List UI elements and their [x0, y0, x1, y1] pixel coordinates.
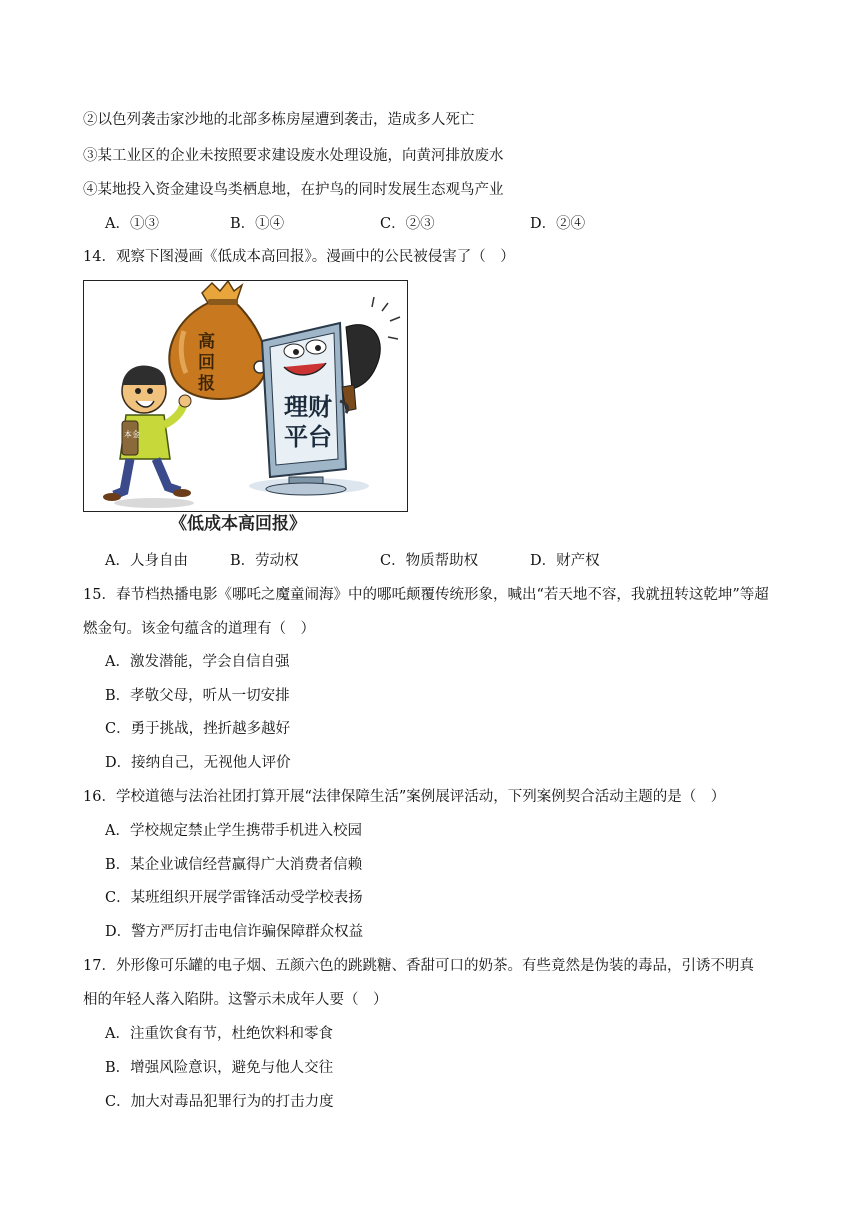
screen-text-2: 平台: [284, 423, 332, 451]
bag-text-3: 报: [198, 374, 215, 394]
q13-item-3: ③某工业区的企业未按照要求建设废水处理设施，向黄河排放废水: [83, 148, 504, 164]
q13-option-d: D．②④: [530, 216, 586, 232]
q16-option-b: B．某企业诚信经营赢得广大消费者信赖: [105, 857, 363, 873]
backpack-text: 本金: [124, 430, 140, 439]
q17-option-a: A．注重饮食有节，杜绝饮料和零食: [105, 1026, 333, 1042]
q13-item-2: ②以色列袭击家沙地的北部多栋房屋遭到袭击，造成多人死亡: [83, 112, 475, 128]
q15-option-c: C．勇于挑战，挫折越多越好: [105, 721, 291, 737]
q14-option-b: B．劳动权: [230, 553, 299, 569]
q15-stem-line-2: 燃金句。该金句蕴含的道理有（ ）: [83, 621, 315, 637]
q13-item-4: ④某地投入资金建设鸟类栖息地，在护鸟的同时发展生态观鸟产业: [83, 182, 504, 198]
cartoon-image: [83, 280, 408, 512]
q17-option-c: C．加大对毒品犯罪行为的打击力度: [105, 1094, 334, 1110]
q16-option-d: D．警方严厉打击电信诈骗保障群众权益: [105, 924, 364, 940]
q16-option-a: A．学校规定禁止学生携带手机进入校园: [105, 823, 362, 839]
bag-text-2: 回: [198, 353, 215, 373]
q15-option-a: A．激发潜能，学会自信自强: [105, 654, 290, 670]
q15-option-d: D．接纳自己，无视他人评价: [105, 755, 291, 771]
q17-stem-line-1: 17．外形像可乐罐的电子烟、五颜六色的跳跳糖、香甜可口的奶茶。有些竟然是伪装的毒品，引诱不明真: [83, 958, 754, 974]
cartoon-illustration: [84, 281, 406, 510]
q17-stem-line-2: 相的年轻人落入陷阱。这警示未成年人要（ ）: [83, 992, 388, 1008]
screen-text-1: 理财: [284, 393, 332, 421]
q16-stem: 16．学校道德与法治社团打算开展“法律保障生活”案例展评活动，下列案例契合活动主题的是（ ）: [83, 789, 726, 805]
bag-text-1: 高: [198, 332, 215, 352]
q15-option-b: B．孝敬父母，听从一切安排: [105, 688, 290, 704]
q14-option-d: D．财产权: [530, 553, 600, 569]
cartoon-caption: 《低成本高回报》: [170, 514, 306, 534]
finance-platform-monitor: [262, 323, 346, 495]
q14-option-c: C．物质帮助权: [380, 553, 479, 569]
q17-option-b: B．增强风险意识，避免与他人交往: [105, 1060, 334, 1076]
q16-option-c: C．某班组织开展学雷锋活动受学校表扬: [105, 890, 363, 906]
q14-stem: 14．观察下图漫画《低成本高回报》。漫画中的公民被侵害了（ ）: [83, 249, 515, 265]
q13-option-a: A．①③: [105, 216, 159, 232]
q15-stem-line-1: 15．春节档热播电影《哪吒之魔童闹海》中的哪吒颠覆传统形象，喊出“若天地不容，我就扭转这乾坤”等超: [83, 587, 769, 603]
q13-option-b: B．①④: [230, 216, 285, 232]
q13-option-c: C．②③: [380, 216, 435, 232]
citizen-figure: [103, 366, 191, 501]
knife-icon: [340, 297, 400, 413]
money-bag: [169, 281, 266, 399]
q14-option-a: A．人身自由: [105, 553, 188, 569]
